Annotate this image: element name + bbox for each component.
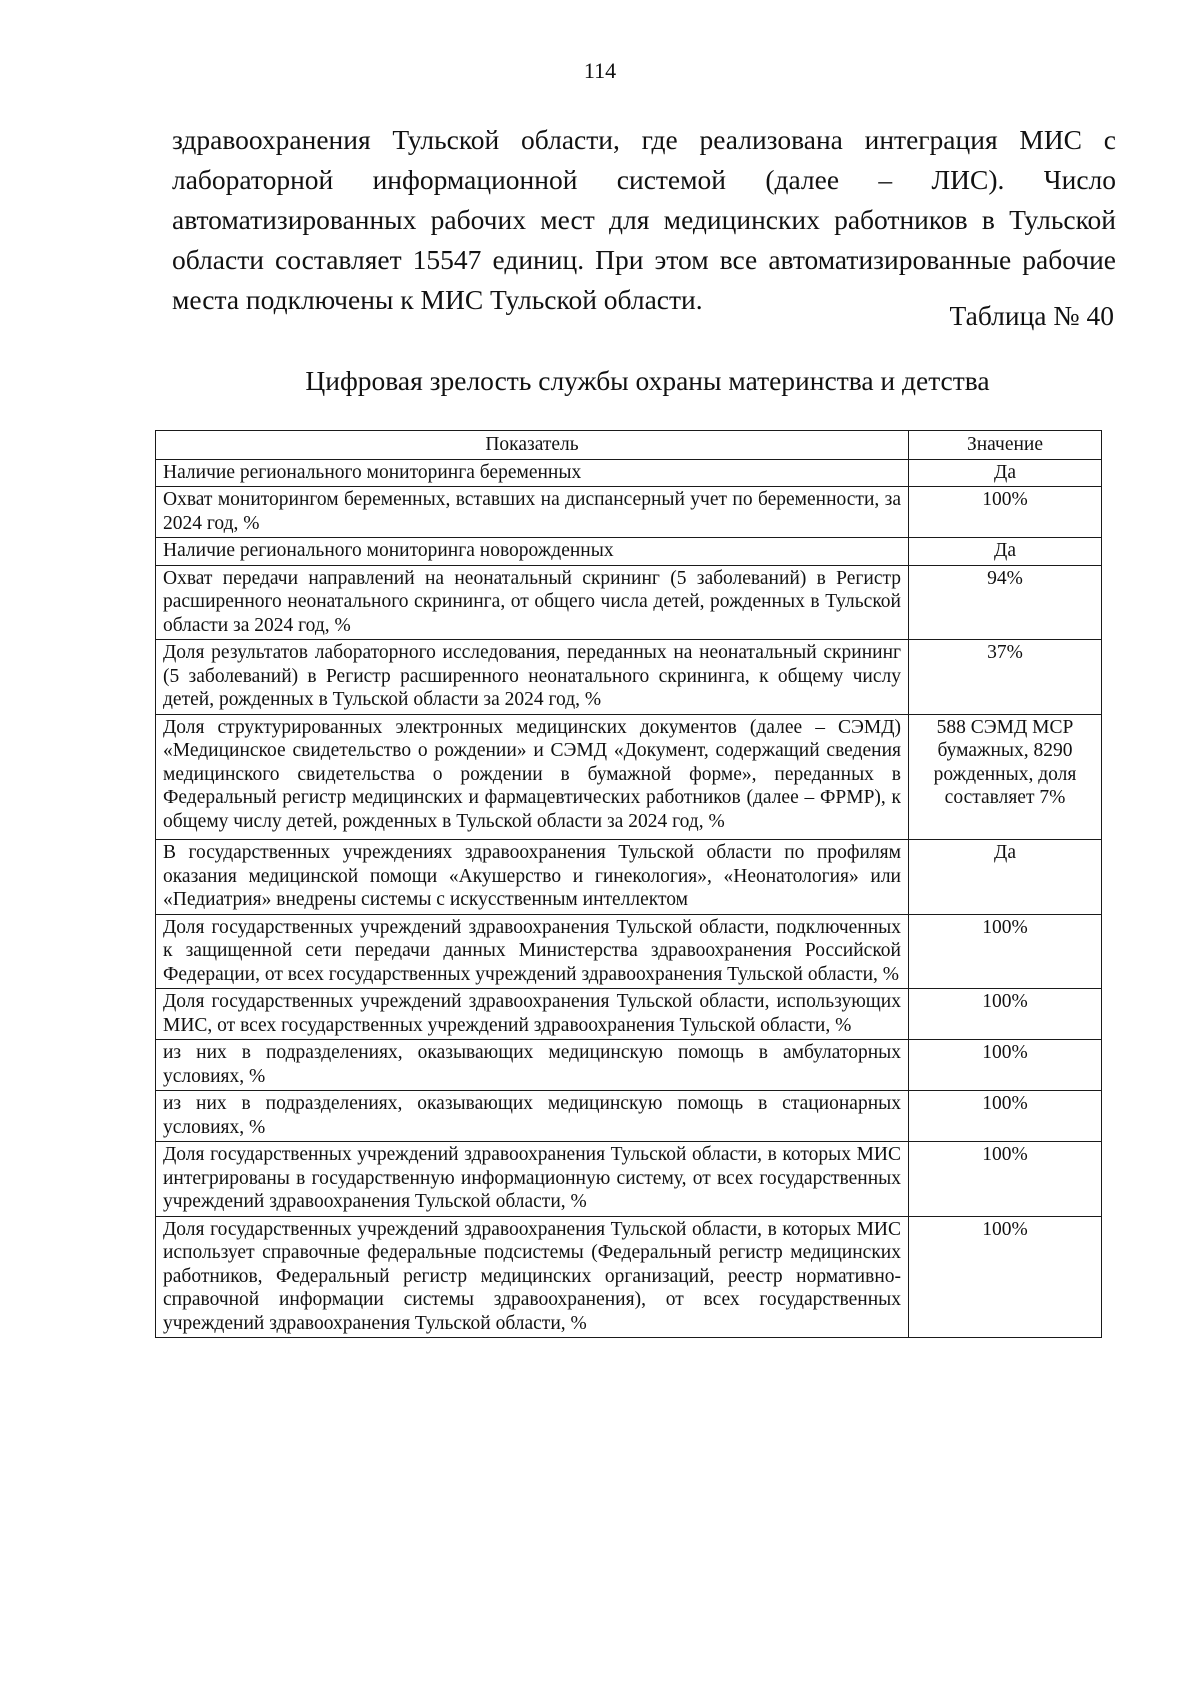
table-row [156,640,1102,715]
row-value: 100% [909,989,1102,1040]
table-row [156,487,1102,538]
table-row [156,1091,1102,1142]
table-header-row [156,431,1102,460]
table-row [156,1142,1102,1217]
header-indicator: Показатель [156,431,909,460]
intro-paragraph: здравоохранения Тульской области, где реализована интеграция МИС с лабораторной информационной системой (далее – ЛИС). Число автоматизированных рабочих мест для медицинских работников в Тульской области составляет 15547 единиц. При этом все автоматизированные рабочие места подключены к МИС Тульской области. [172,124,1116,315]
row-value: Да [909,538,1102,566]
table-number: Таблица № 40 [949,300,1114,331]
table-row [156,840,1102,915]
table-row [156,989,1102,1040]
row-indicator: Доля государственных учреждений здравоохранения Тульской области, использующих МИС, от всех государственных учреждений здравоохранения Тульской области, % [156,989,909,1040]
row-value: Да [909,840,1102,915]
row-indicator: Доля государственных учреждений здравоохранения Тульской области, в которых МИС интегрированы в государственную информационную систему, от всех государственных учреждений здравоохранения Тульской области, % [156,1142,909,1217]
table-row [156,914,1102,989]
row-value: 100% [909,1040,1102,1091]
row-indicator: из них в подразделениях, оказывающих медицинскую помощь в амбулаторных условиях, % [156,1040,909,1091]
row-indicator: Доля государственных учреждений здравоохранения Тульской области, подключенных к защищенной сети передачи данных Министерства здравоохранения Российской Федерации, от всех государственных учреждений здравоохранения Тульской области, % [156,914,909,989]
table-row [156,714,1102,840]
table-row [156,1040,1102,1091]
header-value: Значение [909,431,1102,460]
table-title: Цифровая зрелость службы охраны материнства и детства [305,365,990,396]
row-indicator: Доля государственных учреждений здравоохранения Тульской области, в которых МИС использует справочные федеральные подсистемы (Федеральный регистр медицинских работников, Федеральный регистр медицинских организаций, реестр нормативно-справочной информации системы здравоохранения), от всех государственных учреждений здравоохранения Тульской области, % [156,1216,909,1338]
table-row [156,459,1102,487]
row-value: 588 СЭМД МСР бумажных, 8290 рожденных, доля составляет 7% [909,714,1102,840]
table-row [156,565,1102,640]
indicators-table [155,430,1102,1338]
row-value: 94% [909,565,1102,640]
row-indicator: Охват передачи направлений на неонатальный скрининг (5 заболеваний) в Регистр расширенного неонатального скрининга, от общего числа детей, рожденных в Тульской области за 2024 год, % [156,565,909,640]
row-value: 100% [909,1091,1102,1142]
row-indicator: В государственных учреждениях здравоохранения Тульской области по профилям оказания медицинской помощи «Акушерство и гинекология», «Неонатология» или «Педиатрия» внедрены системы с искусственным интеллектом [156,840,909,915]
table-row [156,1216,1102,1338]
row-indicator: Доля структурированных электронных медицинских документов (далее – СЭМД) «Медицинское свидетельство о рождении» и СЭМД «Документ, содержащий сведения медицинского свидетельства о рождении в бумажной форме», переданных в Федеральный регистр медицинских и фармацевтических работников (далее – ФРМР), к общему числу детей, рожденных в Тульской области за 2024 год, % [156,714,909,840]
table-row [156,538,1102,566]
row-indicator: Охват мониторингом беременных, вставших на диспансерный учет по беременности, за 2024 год, % [156,487,909,538]
row-value: 100% [909,487,1102,538]
page-number: 114 [583,58,617,83]
row-value: Да [909,459,1102,487]
row-value: 100% [909,1142,1102,1217]
row-indicator: Наличие регионального мониторинга беременных [156,459,909,487]
row-indicator: Наличие регионального мониторинга новорожденных [156,538,909,566]
row-indicator: Доля результатов лабораторного исследования, переданных на неонатальный скрининг (5 заболеваний) в Регистр расширенного неонатального скрининга, к общему числу детей, рожденных в Тульской области за 2024 год, % [156,640,909,715]
row-value: 100% [909,1216,1102,1338]
row-value: 100% [909,914,1102,989]
row-value: 37% [909,640,1102,715]
row-indicator: из них в подразделениях, оказывающих медицинскую помощь в стационарных условиях, % [156,1091,909,1142]
